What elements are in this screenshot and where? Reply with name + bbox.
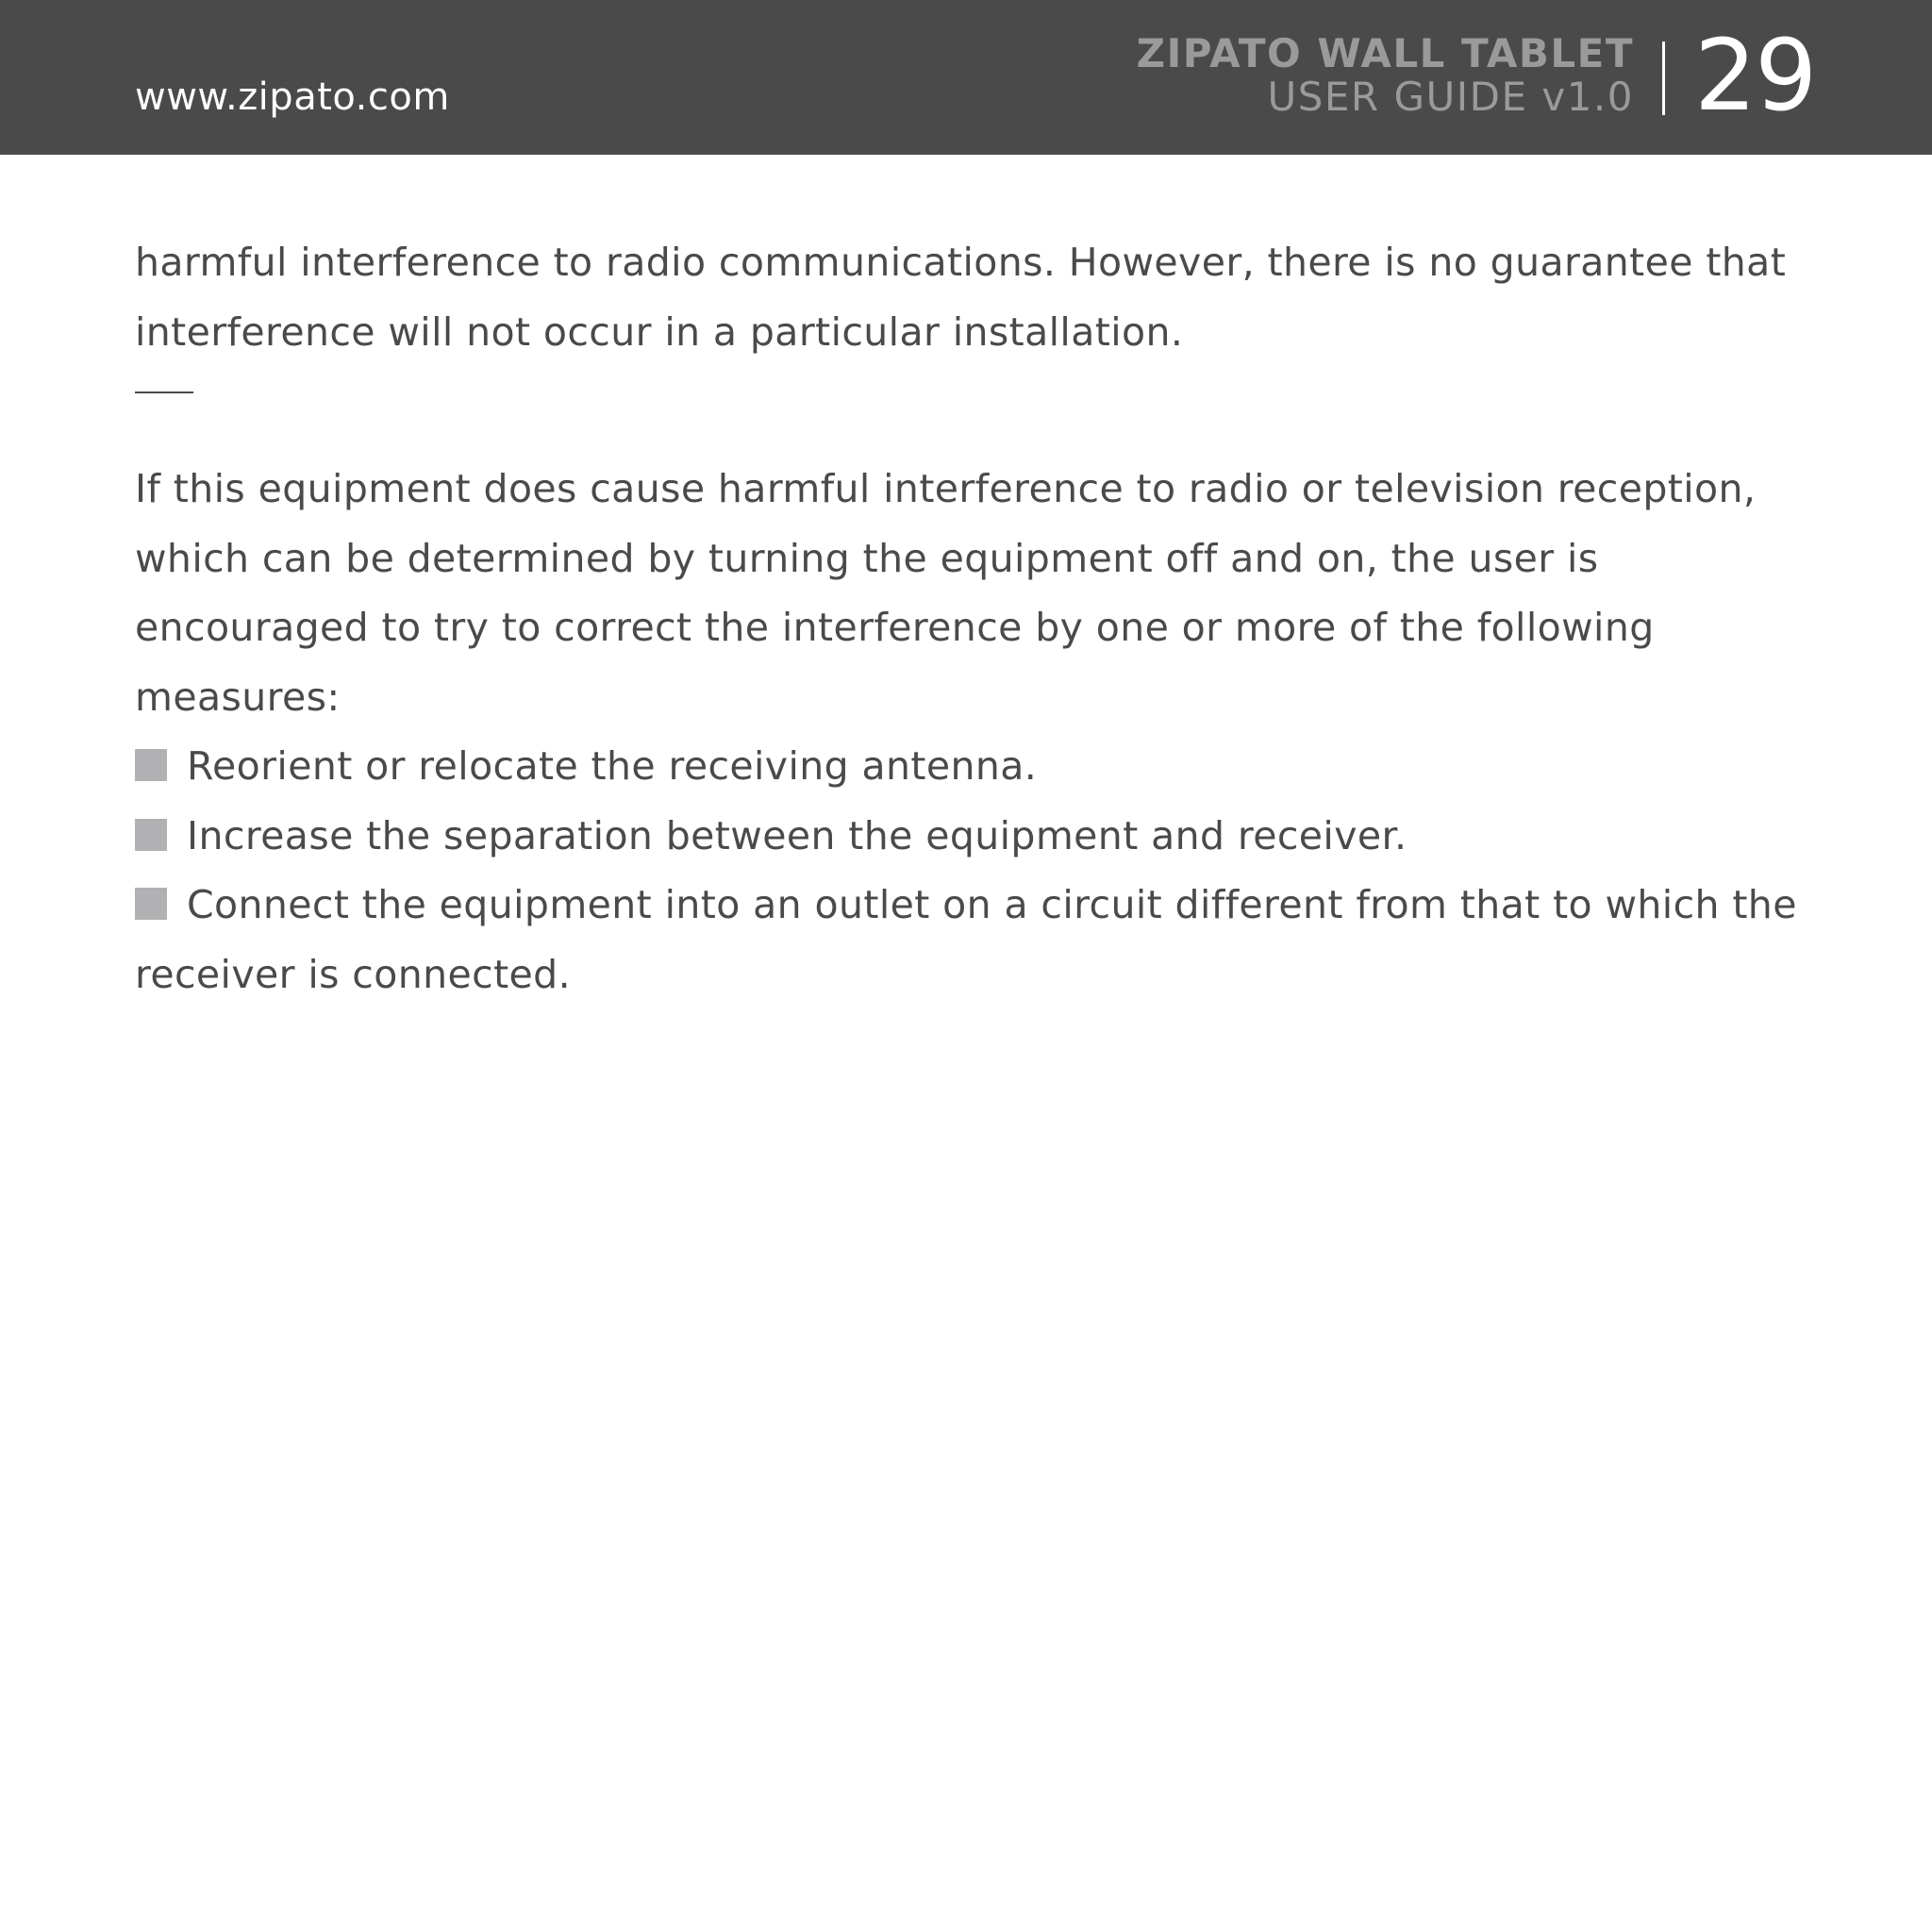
- page-body: [135, 228, 1797, 1009]
- document-title: ZIPATO WALL TABLET: [1136, 30, 1634, 76]
- section-divider: [135, 391, 193, 393]
- document-subtitle: USER GUIDE v1.0: [1267, 74, 1634, 120]
- site-url: www.zipato.com: [135, 75, 450, 119]
- header-divider: [1662, 42, 1665, 115]
- bullet-square-icon: [135, 749, 167, 781]
- bullet-text: Connect the equipment into an outlet on a circuit different from that to which the receiver is connected.: [135, 882, 1797, 997]
- page-header: [0, 0, 1932, 155]
- paragraph: harmful interference to radio communications. However, there is no guarantee that interference will not occur in a particular installation.: [135, 240, 1787, 355]
- bullet-item: [135, 871, 1797, 1009]
- document-title-block: [1137, 32, 1634, 119]
- bullet-item: [135, 802, 1797, 872]
- bullet-item: [135, 732, 1797, 802]
- page-number: 29: [1694, 18, 1816, 133]
- bullet-square-icon: [135, 888, 167, 920]
- bullet-text: Increase the separation between the equipment and receiver.: [187, 812, 1407, 858]
- bullet-text: Reorient or relocate the receiving antenna.: [187, 743, 1038, 789]
- paragraph: If this equipment does cause harmful interference to radio or television reception, which can be determined by turning the equipment off and on, the user is encouraged to try to correct the interference by one or more of the following measures:: [135, 466, 1757, 720]
- bullet-square-icon: [135, 819, 167, 851]
